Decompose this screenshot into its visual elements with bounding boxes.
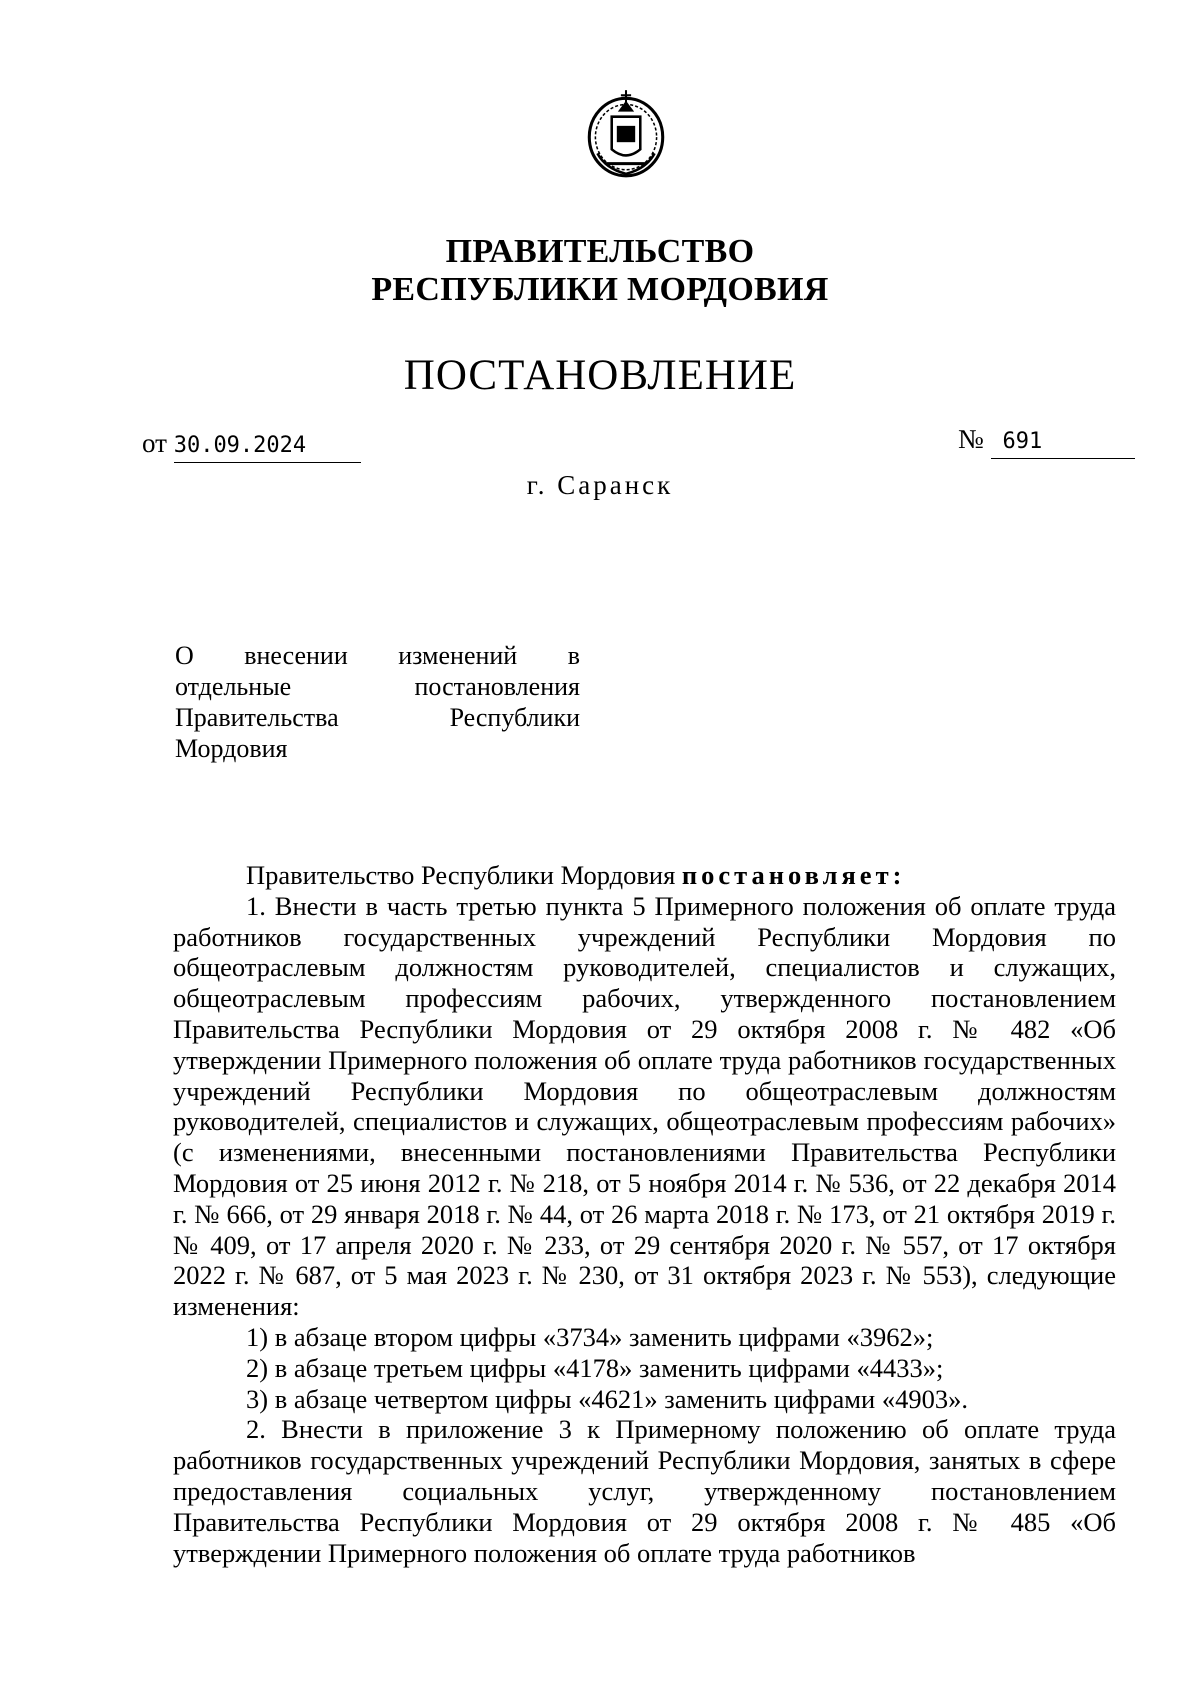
coat-of-arms-icon [575,82,677,184]
document-type-title: ПОСТАНОВЛЕНИЕ [403,352,797,399]
subject-word: в [567,641,580,670]
org-name-line1: ПРАВИТЕЛЬСТВО [445,233,755,270]
document-subject [175,640,580,764]
intro-text: Правительство Республики Мордовия [246,860,676,890]
paragraph-2: 2. Внести в приложение 3 к Примерному положению об оплате труда работников государственных учреждений Республики Мордовия, занятых в сфере предоставления социальных услуг, утвержденному постановлением Правительства Республики Мордовия от 29 октября 2008 г. № 485 «Об утверждении Примерного положения об оплате труда работников [173,1414,1116,1568]
subject-word: внесении [244,641,348,670]
subject-word: О [175,641,194,670]
subject-line [175,671,580,702]
subject-line [175,640,580,671]
resolution-intro [173,860,1116,891]
intro-keyword: постановляет: [681,860,906,890]
list-item-2: 2) в абзаце третьем цифры «4178» заменить цифрами «4433»; [246,1352,944,1383]
org-name-line2: РЕСПУБЛИКИ МОРДОВИЯ [371,271,829,308]
document-number: 691 [991,427,1135,459]
date-prefix: от [142,428,167,458]
number-prefix: № [958,424,984,454]
subject-word: изменений [398,641,518,670]
subject-line [175,733,580,764]
list-item-3: 3) в абзаце четвертом цифры «4621» заменить цифрами «4903». [246,1383,968,1414]
subject-word: Правительства [175,703,339,732]
date-line [142,428,361,463]
subject-word: отдельные [175,672,292,701]
number-line [958,424,1135,459]
document-date: 30.09.2024 [174,431,361,463]
list-item-1: 1) в абзаце втором цифры «3734» заменить цифрами «3962»; [246,1321,934,1352]
subject-line [175,702,580,733]
subject-word: Республики [449,703,580,732]
document-body [173,860,1116,1568]
city-line: г. Саранск [526,470,674,500]
subject-word: Мордовия [175,734,288,763]
subject-word: постановления [414,672,580,701]
paragraph-1: 1. Внести в часть третью пункта 5 Примерного положения об оплате труда работников государственных учреждений Республики Мордовия по общеотраслевым должностям руководителей, специалистов и служащих, общеотраслевым профессиям рабочих, утвержденного постановлением Правительства Республики Мордовия от 29 октября 2008 г. № 482 «Об утверждении Примерного положения об оплате труда работников государственных учреждений Республики Мордовия по общеотраслевым должностям руководителей, специалистов и служащих, общеотраслевым профессиям рабочих» (с изменениями, внесенными постановлениями Правительства Республики Мордовия от 25 июня 2012 г. № 218, от 5 ноября 2014 г. № 536, от 22 декабря 2014 г. № 666, от 29 января 2018 г. № 44, от 26 марта 2018 г. № 173, от 21 октября 2019 г. № 409, от 17 апреля 2020 г. № 233, от 29 сентября 2020 г. № 557, от 17 октября 2022 г. № 687, от 5 мая 2023 г. № 230, от 31 октября 2023 г. № 553), следующие изменения: [173,890,1116,1322]
